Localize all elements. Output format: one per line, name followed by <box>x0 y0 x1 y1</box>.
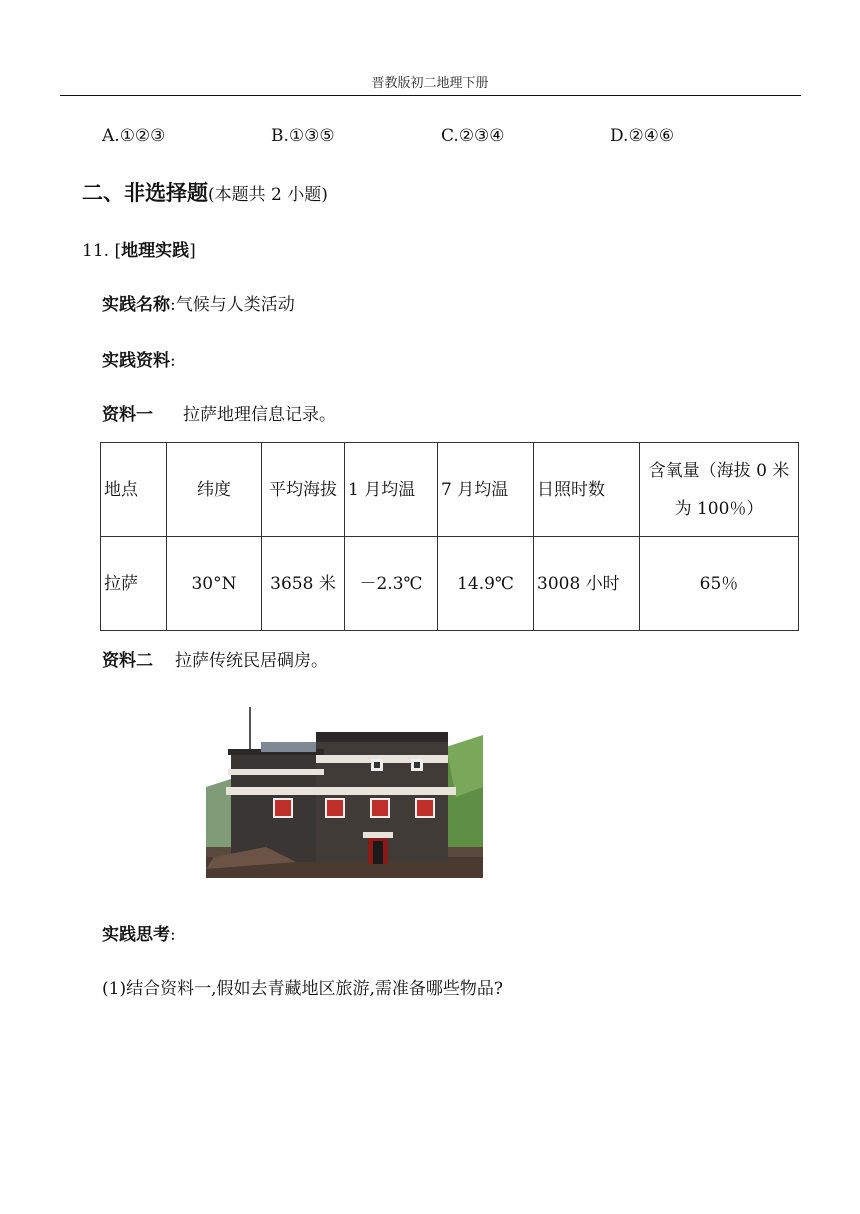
practice-thinking: 实践思考: <box>102 925 176 945</box>
header-cell: 1 月均温 <box>345 443 438 537</box>
practice-materials: 实践资料: <box>102 351 176 371</box>
table-cell: 3008 小时 <box>534 537 640 631</box>
table-header-row <box>101 443 799 537</box>
option-d: D.②④⑥ <box>610 126 675 146</box>
lhasa-data-table <box>100 442 799 631</box>
table-row <box>101 537 799 631</box>
sub-question-1: (1)结合资料一,假如去青藏地区旅游,需准备哪些物品? <box>102 979 504 999</box>
material-one: 资料一 拉萨地理信息记录。 <box>102 405 336 425</box>
option-b: B.①③⑤ <box>271 126 335 146</box>
header-rule <box>60 95 801 96</box>
header-cell: 含氧量（海拔 0 米为 100％） <box>640 443 799 537</box>
header-cell: 日照时数 <box>534 443 640 537</box>
header-cell: 平均海拔 <box>262 443 345 537</box>
question-number: 11. [地理实践] <box>82 241 196 261</box>
tibetan-stone-house-photo <box>206 697 483 878</box>
header-cell: 纬度 <box>167 443 262 537</box>
header-cell: 7 月均温 <box>438 443 534 537</box>
header-cell: 地点 <box>101 443 167 537</box>
section-title: 二、非选择题(本题共 2 小题) <box>82 180 328 205</box>
table-cell: 拉萨 <box>101 537 167 631</box>
option-a: A.①②③ <box>102 126 166 146</box>
material-two: 资料二 拉萨传统民居碉房。 <box>102 651 328 671</box>
section-note: (本题共 2 小题) <box>208 185 328 205</box>
practice-name: 实践名称:气候与人类活动 <box>102 295 295 315</box>
table-cell: 65％ <box>640 537 799 631</box>
table-cell: 30°N <box>167 537 262 631</box>
table-cell: 3658 米 <box>262 537 345 631</box>
table-cell: －2.3℃ <box>345 537 438 631</box>
page-header: 晋教版初二地理下册 <box>371 76 489 91</box>
table-cell: 14.9℃ <box>438 537 534 631</box>
option-c: C.②③④ <box>441 126 505 146</box>
